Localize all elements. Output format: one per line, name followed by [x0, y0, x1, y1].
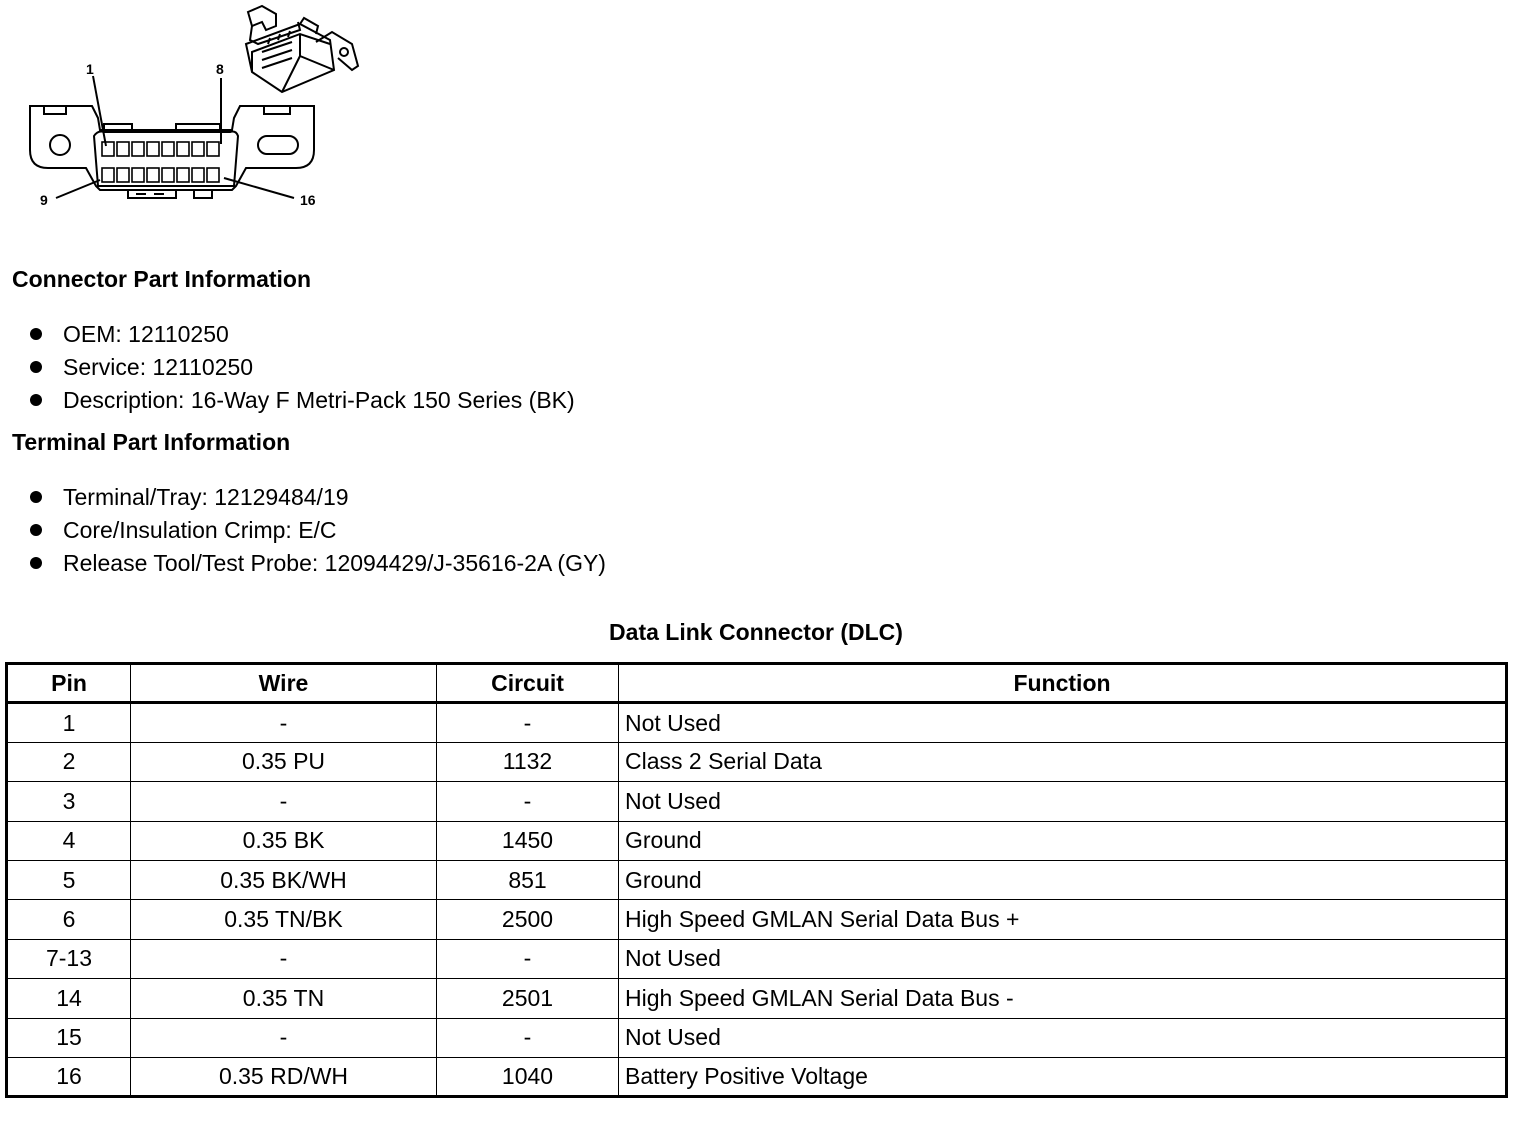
dlc-pinout-table: [5, 662, 1508, 1098]
cell-circuit: -: [437, 939, 619, 978]
table-row: [7, 939, 1507, 978]
table-row: [7, 860, 1507, 899]
cell-wire: 0.35 BK: [131, 821, 437, 860]
bullet-icon: [30, 328, 42, 340]
cell-pin: 3: [7, 782, 131, 821]
cell-wire: 0.35 PU: [131, 742, 437, 781]
table-row: [7, 979, 1507, 1018]
cell-pin: 6: [7, 900, 131, 939]
cell-function: Battery Positive Voltage: [619, 1057, 1507, 1096]
cell-wire: -: [131, 939, 437, 978]
pin-label-9: 9: [40, 192, 48, 208]
pin-label-1: 1: [86, 61, 94, 77]
header-circuit: Circuit: [437, 664, 619, 703]
cell-function: Class 2 Serial Data: [619, 742, 1507, 781]
connector-info-list: [28, 318, 575, 417]
table-row: [7, 1018, 1507, 1057]
terminal-info-list: [28, 481, 606, 580]
cell-function: Not Used: [619, 939, 1507, 978]
connector-info-title: Connector Part Information: [12, 266, 312, 292]
table-title: Data Link Connector (DLC): [609, 619, 903, 645]
terminal-info-title: Terminal Part Information: [12, 429, 291, 455]
list-item: Terminal/Tray: 12129484/19: [28, 481, 606, 514]
cell-circuit: 2500: [437, 900, 619, 939]
header-function: Function: [619, 664, 1507, 703]
cell-function: Not Used: [619, 703, 1507, 742]
bullet-icon: [30, 394, 42, 406]
cell-circuit: 1040: [437, 1057, 619, 1096]
cell-function: Not Used: [619, 782, 1507, 821]
cell-function: High Speed GMLAN Serial Data Bus -: [619, 979, 1507, 1018]
table-header-row: [7, 664, 1507, 703]
cell-wire: -: [131, 1018, 437, 1057]
list-item: Core/Insulation Crimp: E/C: [28, 514, 606, 547]
header-pin: Pin: [7, 664, 131, 703]
cell-circuit: -: [437, 703, 619, 742]
cell-pin: 1: [7, 703, 131, 742]
list-item: OEM: 12110250: [28, 318, 575, 351]
table-row: [7, 742, 1507, 781]
list-item: Release Tool/Test Probe: 12094429/J-35616-2A (GY): [28, 547, 606, 580]
pin-label-16: 16: [300, 192, 316, 208]
list-item: Service: 12110250: [28, 351, 575, 384]
cell-pin: 4: [7, 821, 131, 860]
connector-front-view: [30, 76, 314, 198]
cell-circuit: 1132: [437, 742, 619, 781]
table-row: [7, 821, 1507, 860]
cell-wire: 0.35 BK/WH: [131, 860, 437, 899]
cell-circuit: 2501: [437, 979, 619, 1018]
cell-function: High Speed GMLAN Serial Data Bus +: [619, 900, 1507, 939]
cell-pin: 2: [7, 742, 131, 781]
cell-function: Ground: [619, 860, 1507, 899]
bullet-icon: [30, 524, 42, 536]
cell-pin: 15: [7, 1018, 131, 1057]
header-wire: Wire: [131, 664, 437, 703]
bullet-icon: [30, 557, 42, 569]
cell-wire: -: [131, 782, 437, 821]
list-item: Description: 16-Way F Metri-Pack 150 Series (BK): [28, 384, 575, 417]
cell-wire: 0.35 TN/BK: [131, 900, 437, 939]
table-row: [7, 900, 1507, 939]
cell-pin: 7-13: [7, 939, 131, 978]
cell-function: Ground: [619, 821, 1507, 860]
pin-label-8: 8: [216, 61, 224, 77]
cell-wire: -: [131, 703, 437, 742]
table-row: [7, 1057, 1507, 1096]
table-row: [7, 782, 1507, 821]
cell-pin: 5: [7, 860, 131, 899]
connector-perspective-sketch: [246, 6, 358, 92]
cell-circuit: -: [437, 1018, 619, 1057]
cell-pin: 16: [7, 1057, 131, 1096]
bullet-icon: [30, 361, 42, 373]
cell-function: Not Used: [619, 1018, 1507, 1057]
connector-diagram: [0, 0, 380, 220]
cell-circuit: -: [437, 782, 619, 821]
cell-circuit: 851: [437, 860, 619, 899]
cell-circuit: 1450: [437, 821, 619, 860]
cell-wire: 0.35 RD/WH: [131, 1057, 437, 1096]
cell-wire: 0.35 TN: [131, 979, 437, 1018]
table-row: [7, 703, 1507, 742]
bullet-icon: [30, 491, 42, 503]
cell-pin: 14: [7, 979, 131, 1018]
